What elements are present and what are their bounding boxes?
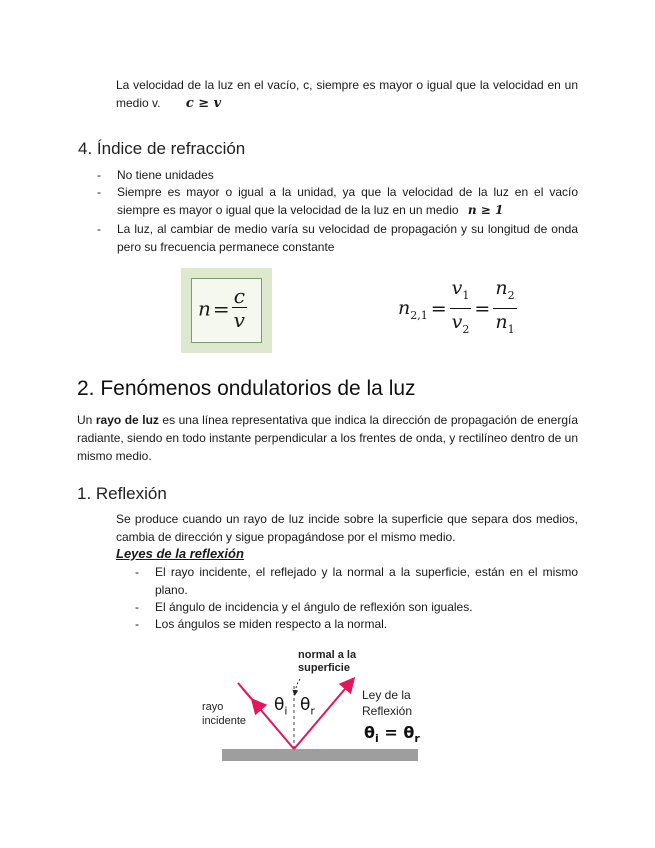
fenomenos-paragraph: Un rayo de luz es una línea representativa que indica la dirección de propagación de energía radiante, siendo en todo instante perpendicular a los frentes de onda, y rectilíneo dentro de un mismo medio. (77, 413, 579, 463)
bullet2-formula: n ≥ 1 (467, 203, 504, 217)
bullet-dash: - (97, 222, 101, 236)
formula-eq: = (212, 296, 230, 321)
n21-den2: n (495, 310, 508, 333)
heading-indice-refraccion: 4. Índice de refracción (78, 139, 246, 158)
n21-eq1: = (430, 298, 447, 321)
n21-lhs: n (398, 296, 411, 319)
bullet-dash: - (135, 617, 139, 631)
term-rayo-de-luz: rayo de luz (95, 413, 159, 427)
bullet-dash: - (97, 185, 101, 199)
n21-lhs-sub: 2,1 (410, 308, 428, 322)
bullet-dash: - (135, 565, 139, 579)
reflecting-surface (222, 749, 418, 761)
theta-r-label: $\theta_r$ (300, 695, 315, 718)
law-label: Ley de la Reflexión (362, 688, 413, 718)
intro-paragraph (116, 76, 578, 113)
heading-reflexion: 1. Reflexión (77, 484, 167, 503)
intro-formula: c ≥ v (185, 96, 222, 111)
reflexion-paragraph: Se produce cuando un rayo de luz incide sobre la superficie que separa dos medios, cambia de dirección y sigue propagándose por el mismo medio. (116, 512, 578, 544)
formula-box-n-c-v (181, 268, 272, 353)
n21-eq2: = (474, 298, 491, 321)
intro-text: La velocidad de la luz en el vacío, c, siempre es mayor o igual que la velocidad en un medio v. (116, 78, 578, 110)
indice-bullet-3: - La luz, al cambiar de medio varía su velocidad de propagación y su longitud de onda pero su frecuencia permanece constante (97, 222, 578, 254)
ray-label: rayo incidente (202, 701, 247, 727)
n21-num2: n (495, 277, 508, 299)
law-item-1: - El rayo incidente, el reflejado y la normal a la superficie, están en el mismo plano. (135, 565, 578, 597)
formula-lhs: n (198, 296, 211, 321)
indice-bullet-1: - No tiene unidades (97, 168, 214, 182)
n21-den1: v (451, 310, 463, 333)
normal-label: normal a la superficie (298, 649, 357, 674)
formula-n21: $n_{2,1}$ = $\frac{v_1}{v_2}$ = $\frac{n_2}{n_1}$ (398, 277, 515, 336)
bullet-dash: - (97, 168, 101, 182)
law-equation: $\theta_i = \theta_r$ (364, 723, 420, 746)
laws-title: Leyes de la reflexión (116, 546, 244, 561)
heading-fenomenos-ondulatorios: 2. Fenómenos ondulatorios de la luz (77, 377, 416, 400)
reflection-diagram (190, 645, 430, 767)
normal-label-pointer (295, 679, 300, 693)
theta-i-label: $\theta_i$ (274, 695, 288, 718)
law-item-2: - El ángulo de incidencia y el ángulo de reflexión son iguales. (135, 600, 473, 614)
formula-num: c (232, 285, 247, 308)
n21-num1: v (451, 277, 463, 299)
bullet-dash: - (135, 600, 139, 614)
law-item-3: - Los ángulos se miden respecto a la normal. (135, 617, 388, 631)
indice-bullet-2: - Siempre es mayor o igual a la unidad, ya que la velocidad de la luz en el vacío siempre es mayor o igual que la velocidad de la luz en un medio n ≥ 1 (97, 185, 578, 217)
formula-den: v (233, 308, 245, 332)
formula-box-inner (191, 278, 262, 343)
